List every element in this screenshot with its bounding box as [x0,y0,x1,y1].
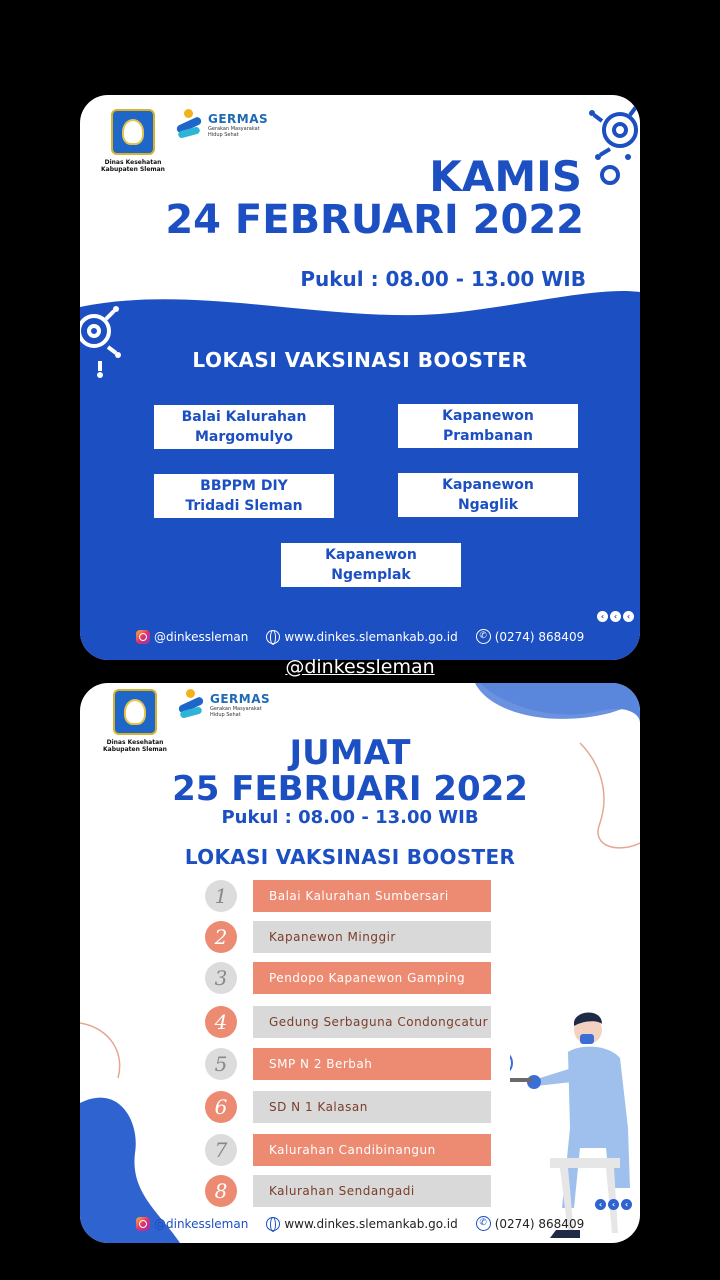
footer-contacts [136,629,584,644]
virus-decoration-icon [580,95,640,195]
agency-label: Dinas Kesehatan Kabupaten Sleman [103,739,167,753]
time-text: Pukul : 08.00 - 13.00 WIB [300,267,586,291]
location-box: Balai Kalurahan Margomulyo [154,405,334,449]
germas-logo [176,689,270,721]
website-contact[interactable] [266,630,457,644]
list-number: 8 [205,1175,237,1207]
phone-text: (0274) 868409 [494,629,585,644]
time-text: Pukul : 08.00 - 13.00 WIB [221,807,479,828]
post-card-kamis[interactable] [80,95,640,660]
phone-icon: ✆ [476,1216,491,1231]
date-title: 24 FEBRUARI 2022 [165,197,584,243]
list-item: Pendopo Kapanewon Gamping [253,962,491,994]
post-card-jumat[interactable] [80,683,640,1243]
germas-mark-icon [174,109,206,141]
chevron-left-icon: ‹ [621,1199,632,1210]
website-contact[interactable] [266,1217,457,1231]
header-logos [98,109,268,173]
sleman-seal-icon [113,689,157,735]
day-title: KAMIS [429,152,582,201]
website-text: www.dinkes.slemankab.go.id [284,1216,458,1231]
location-heading: LOKASI VAKSINASI BOOSTER [184,845,516,869]
phone-contact[interactable] [476,1216,585,1231]
list-number: 6 [205,1091,237,1123]
date-title: 25 FEBRUARI 2022 [172,769,528,809]
germas-logo [174,109,268,141]
instagram-contact[interactable] [136,630,248,644]
instagram-contact[interactable] [136,1217,248,1231]
germas-title: GERMAS [208,112,269,126]
chevron-left-icon: ‹ [608,1199,619,1210]
list-item: Gedung Serbaguna Condongcatur [253,1006,491,1038]
swipe-arrows[interactable] [597,611,634,622]
list-item: Kapanewon Minggir [253,921,491,953]
phone-text: (0274) 868409 [494,1216,585,1231]
list-number: 7 [205,1134,237,1166]
list-number: 2 [205,921,237,953]
sleman-seal-icon [111,109,155,155]
agency-label: Dinas Kesehatan Kabupaten Sleman [101,159,165,173]
instagram-icon [136,1217,150,1231]
day-title: JUMAT [289,733,411,773]
location-box: Kapanewon Ngemplak [281,543,461,587]
germas-title: GERMAS [210,692,271,706]
phone-contact[interactable] [476,629,585,644]
location-box: Kapanewon Ngaglik [398,473,578,517]
germas-subtitle: Gerakan Masyarakat Hidup Sehat [208,126,260,138]
chevron-left-icon: ‹ [595,1199,606,1210]
swipe-arrows[interactable] [595,1199,632,1210]
location-heading: LOKASI VAKSINASI BOOSTER [192,348,528,372]
chevron-left-icon: ‹ [597,611,608,622]
account-handle[interactable]: @dinkessleman [285,656,435,678]
footer-contacts [136,1216,584,1231]
germas-subtitle: Gerakan Masyarakat Hidup Sehat [210,706,262,718]
instagram-icon [136,630,150,644]
instagram-handle: @dinkessleman [154,1216,249,1231]
globe-icon [266,1217,280,1231]
phone-icon: ✆ [476,629,491,644]
list-item: Kalurahan Sendangadi [253,1175,491,1207]
list-number: 4 [205,1006,237,1038]
list-item: SD N 1 Kalasan [253,1091,491,1123]
chevron-left-icon: ‹ [610,611,621,622]
location-box: Kapanewon Prambanan [398,404,578,448]
germas-mark-icon [176,689,208,721]
list-number: 3 [205,962,237,994]
list-number: 1 [205,880,237,912]
location-box: BBPPM DIY Tridadi Sleman [154,474,334,518]
sleman-logo [98,109,168,173]
chevron-left-icon: ‹ [623,611,634,622]
list-item: Kalurahan Candibinangun [253,1134,491,1166]
instagram-handle: @dinkessleman [154,629,249,644]
list-item: Balai Kalurahan Sumbersari [253,880,491,912]
list-item: SMP N 2 Berbah [253,1048,491,1080]
globe-icon [266,630,280,644]
list-number: 5 [205,1048,237,1080]
website-text: www.dinkes.slemankab.go.id [284,629,458,644]
